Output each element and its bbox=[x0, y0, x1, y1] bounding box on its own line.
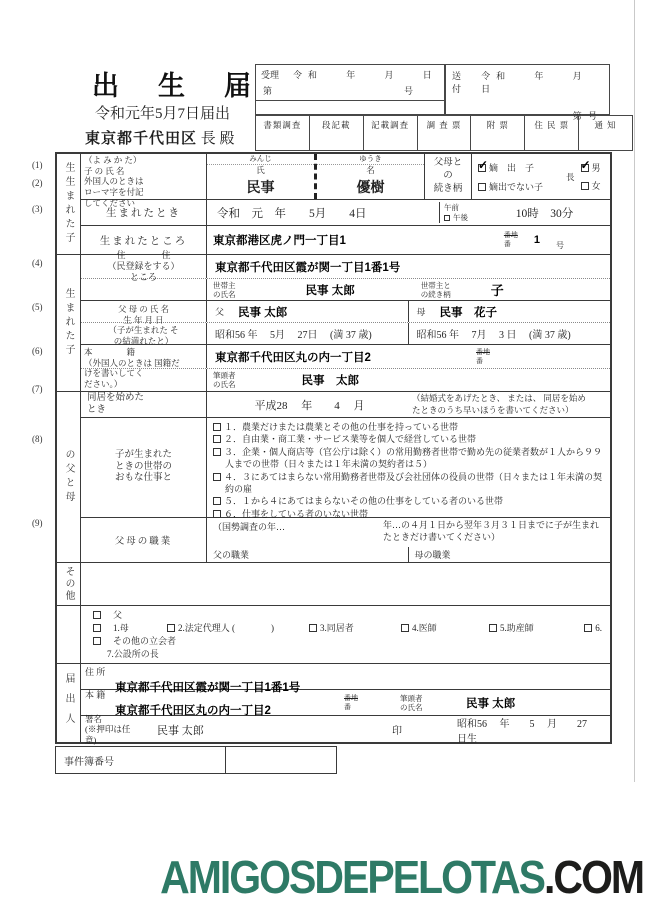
strip-born-child-a: 生生まれた子 bbox=[57, 154, 81, 254]
head-of-register-row bbox=[81, 369, 610, 391]
checkbox-witness-doctor bbox=[401, 624, 409, 632]
strip-witness-empty bbox=[57, 606, 81, 663]
checkbox-male-checked bbox=[581, 164, 589, 172]
processing-columns bbox=[255, 115, 633, 151]
household-head-label: 世帯主 の氏名 bbox=[213, 280, 236, 299]
father-birthdate: 昭和56 年 5月 27日 (満 37 歳) bbox=[207, 323, 409, 344]
witness-options bbox=[81, 606, 610, 663]
col-notice: 通 知 bbox=[594, 120, 617, 130]
legitimate-child-option: ✓嫡 出 子 bbox=[478, 161, 564, 174]
checkbox-legitimate-checked bbox=[478, 164, 486, 172]
mother-occupation-label: 母の職業 bbox=[414, 550, 451, 560]
head-of-register-label: 筆頭者 の氏名 bbox=[213, 371, 236, 389]
strip-born-child-b: 生まれた子 bbox=[57, 255, 81, 391]
form-table bbox=[30, 152, 612, 774]
work-option-2: ２．自由業・商工業・サービス業等を個人で経営している世帯 bbox=[213, 433, 606, 445]
form-title: 出 生 届 bbox=[92, 71, 257, 101]
watermark-green-text: AMIGOSDEPELOTAS bbox=[160, 851, 544, 903]
family-name-furigana: みんじ bbox=[207, 154, 314, 165]
notifier-domicile-label: 本 籍 bbox=[85, 689, 106, 700]
row-number-2: (2) bbox=[32, 178, 43, 188]
recipient-city: 東京都千代田区 bbox=[85, 130, 198, 147]
domicile-banchi-stack: 番地 番 bbox=[476, 347, 490, 365]
child-name-fields bbox=[207, 154, 425, 199]
stamp-empty-box bbox=[255, 100, 445, 115]
child-name-label: （よ み か た） 子 の 氏 名 外国人のときは ローマ字を付記 してください bbox=[81, 154, 207, 199]
signature-label: 署名 (※押印は任 意) bbox=[85, 713, 131, 745]
born-when-row bbox=[81, 200, 610, 226]
notifier-banchi-stack: 番地 番 bbox=[344, 694, 358, 712]
notifier-birthdate: 昭和56 年 5 月 27 日生 bbox=[457, 718, 600, 745]
relation-to-head-label: 世帯主と の続き柄 bbox=[420, 280, 451, 299]
checkbox-witness-other bbox=[93, 637, 101, 645]
notifier-signature-row bbox=[81, 713, 610, 745]
work-option-3: ３．企業・個人商店等（官公庁は除く）の常用勤務者世帯で勤め先の従業者数が１人から９９人までの世帯（日々または１年未満の契約者は５） bbox=[213, 446, 606, 471]
sending-no: 第 号 bbox=[572, 111, 599, 121]
recipient-line bbox=[85, 127, 235, 148]
acceptance-no-prefix: 第 bbox=[263, 86, 273, 96]
work-option-4: ４．３にあてはまらない常用勤務者世帯及び会社団体の役員の世帯（日々または１年未満の契約の雇 bbox=[213, 471, 606, 496]
checkbox-work-6 bbox=[213, 510, 221, 518]
notifier-head-name: 民事 太郎 bbox=[466, 698, 516, 711]
checkbox-witness-mother bbox=[93, 624, 101, 632]
occupation-row bbox=[81, 518, 610, 562]
strip-father-mother: の父と母 bbox=[57, 392, 81, 562]
domicile-label: 本 籍 （外国人のときは 国籍だ けを書いしてく ださい。） bbox=[81, 345, 207, 368]
section-witness bbox=[57, 606, 610, 664]
work-option-1: １．農業だけまたは農業とその他の仕事を持っている世帯 bbox=[213, 421, 606, 433]
father-name-cell: 父 民事 太郎 bbox=[207, 301, 409, 322]
strip-other: その他 bbox=[57, 563, 81, 605]
occupation-note: （国勢調査の年… 年…の４月１日から翌年３月３１日までに子が生まれたときだけ書いてください） bbox=[213, 520, 600, 542]
seal-mark: 印 bbox=[392, 726, 402, 738]
household-work-options bbox=[207, 418, 610, 517]
birth-time-value: 10時 30分 bbox=[515, 207, 574, 220]
domicile-address-value: 東京都千代田区丸の内一丁目2 bbox=[215, 351, 371, 364]
section-notifier bbox=[57, 664, 610, 745]
birth-order-label: 長 bbox=[566, 171, 575, 182]
mother-name-cell: 母 民事 花子 bbox=[409, 301, 611, 322]
witness-agent-option: 2.法定代理人 ( ) bbox=[167, 622, 309, 635]
household-work-row bbox=[81, 418, 610, 518]
birth-date-value: 令和 元 年 5月 4日 bbox=[217, 207, 367, 220]
residence-label: 住 住 （民登録をする） ところ bbox=[81, 255, 207, 278]
birth-place-number: 1 bbox=[533, 234, 540, 246]
am-label: 午前 bbox=[444, 203, 459, 213]
acceptance-label: 受理 bbox=[261, 70, 280, 80]
cohabitation-note: （結婚式をあげたとき、 または、 同居を始め たときのうち早いほうを書いてください） bbox=[412, 393, 586, 415]
checkbox-witness-father bbox=[93, 611, 101, 619]
banchi-ban-stack: 番地 番 bbox=[503, 231, 518, 248]
witness-father-option: 父 bbox=[93, 609, 604, 622]
acceptance-stamp-box bbox=[255, 64, 445, 101]
sending-stamp-box bbox=[445, 64, 611, 121]
household-work-label: 子が生まれた ときの世帯の おもな仕事と bbox=[81, 418, 207, 517]
sending-label: 送付 bbox=[452, 71, 462, 94]
cohabitation-date: 平成28 年 4 月 bbox=[254, 399, 365, 412]
section-child-2 bbox=[57, 249, 610, 392]
father-name: 民事 太郎 bbox=[238, 306, 288, 319]
checkbox-witness-six bbox=[584, 624, 592, 632]
checkbox-witness-agent bbox=[167, 624, 175, 632]
male-option: ✓男 bbox=[581, 161, 601, 174]
signature-value: 民事 太郎 bbox=[157, 724, 204, 737]
notifier-address-label: 住 所 bbox=[85, 667, 106, 678]
witness-midwife-option: 5.助産師 bbox=[489, 622, 584, 635]
notifier-address-value: 東京都千代田区霞が関一丁目1番1号 bbox=[115, 682, 301, 695]
family-name-header: 氏 bbox=[256, 164, 265, 175]
mother-name: 民事 花子 bbox=[439, 306, 498, 319]
other-empty-area bbox=[81, 563, 610, 605]
strip-notifier: 届出人 bbox=[57, 664, 81, 742]
row-number-1: (1) bbox=[32, 160, 43, 170]
row-number-8: (8) bbox=[32, 434, 43, 444]
family-name-value: 民事 bbox=[246, 181, 275, 197]
family-name-column bbox=[207, 154, 314, 199]
parents-birthdates-row bbox=[81, 323, 610, 345]
born-where-label: 生まれたところ bbox=[81, 226, 207, 254]
work-option-6: ６．仕事をしている者のいない世帯 bbox=[213, 508, 606, 520]
scan-page-edge bbox=[634, 0, 635, 782]
checkbox-witness-cohabitant bbox=[309, 624, 317, 632]
site-watermark bbox=[160, 851, 643, 904]
sex-options bbox=[564, 154, 610, 199]
filing-date: 令和元年5月7日届出 bbox=[95, 106, 231, 122]
checkbox-female bbox=[581, 182, 589, 190]
cohabitation-label: 同居を始めた とき bbox=[81, 392, 207, 417]
witness-other-option: その他の立会者 bbox=[93, 635, 604, 648]
sending-date-blanks: 令和 年 月 日 bbox=[481, 71, 611, 94]
birth-place-value: 東京都港区虎ノ門一丁目1 bbox=[213, 235, 346, 247]
section-other bbox=[57, 563, 610, 606]
head-of-register-name: 民事 太郎 bbox=[301, 375, 359, 387]
row-number-6: (6) bbox=[32, 346, 43, 356]
row-number-4: (4) bbox=[32, 258, 43, 268]
household-head-name: 民事 太郎 bbox=[305, 284, 355, 297]
checkbox-work-2 bbox=[213, 435, 221, 443]
witness-cohabitant-option: 3.同居者 bbox=[309, 622, 401, 635]
am-pm-selector bbox=[439, 202, 479, 223]
relation-to-parents-label: 父母と の 続き柄 bbox=[425, 154, 472, 199]
go-label: 号 bbox=[556, 241, 564, 250]
recipient-suffix: 長 殿 bbox=[197, 131, 235, 147]
witness-six-option: 6. bbox=[584, 622, 602, 635]
legitimacy-options bbox=[472, 154, 564, 199]
form-grid bbox=[55, 152, 612, 744]
col-survey-slip: 調 査 票 bbox=[418, 116, 472, 150]
checkbox-witness-midwife bbox=[489, 624, 497, 632]
row-number-7: (7) bbox=[32, 384, 43, 394]
born-when-label: 生まれたとき bbox=[81, 200, 207, 225]
col-entry-check: 記載調査 bbox=[364, 116, 418, 150]
col-attached-slip: 附 票 bbox=[471, 116, 525, 150]
given-name-value: 優樹 bbox=[356, 181, 385, 197]
given-name-column bbox=[314, 154, 424, 199]
non-legitimate-child-option: 嫡出でない子 bbox=[478, 180, 564, 193]
checkbox-work-4 bbox=[213, 473, 221, 481]
given-name-furigana: ゆうき bbox=[317, 154, 424, 165]
residence-address-row bbox=[81, 249, 610, 283]
female-option: 女 bbox=[581, 179, 601, 192]
acceptance-no-suffix: 号 bbox=[403, 86, 413, 96]
relation-to-head-value: 子 bbox=[490, 283, 504, 298]
row-number-9: (9) bbox=[32, 518, 43, 528]
notifier-domicile-value: 東京都千代田区丸の内一丁目2 bbox=[115, 704, 271, 717]
parents-label: 父 母 の 氏 名 生 年 月 日 （子が生まれた そ の結満れたと） bbox=[81, 301, 207, 322]
col-resident-record: 住 民 票 bbox=[525, 116, 579, 150]
acceptance-date-blanks: 令和 年 月 日 bbox=[293, 70, 438, 80]
case-number-box bbox=[55, 746, 337, 774]
occupation-label: 父母の職業 bbox=[81, 518, 207, 562]
col-registry-entry: 段記載 bbox=[310, 116, 364, 150]
mother-birthdate: 昭和56 年 7月 3 日 (満 37 歳) bbox=[416, 330, 571, 341]
section-parents bbox=[57, 392, 610, 563]
notifier-head-label: 筆頭者 の氏名 bbox=[400, 694, 423, 713]
checkbox-work-1 bbox=[213, 423, 221, 431]
given-name-header: 名 bbox=[366, 164, 375, 175]
case-number-value-empty bbox=[226, 747, 336, 773]
checkbox-work-5 bbox=[213, 497, 221, 505]
row-number-5: (5) bbox=[32, 302, 43, 312]
notifier-domicile-row bbox=[81, 690, 610, 716]
section-child bbox=[57, 154, 610, 255]
work-option-5: ５．１から４にあてはまらないその他の仕事をしている者のいる世帯 bbox=[213, 495, 606, 507]
row-number-3: (3) bbox=[32, 204, 43, 214]
checkbox-work-3 bbox=[213, 448, 221, 456]
witness-mother-option: 1.母 bbox=[93, 622, 167, 635]
witness-public-office: 7.公設所の長 bbox=[107, 649, 159, 660]
col-document-check: 書類調査 bbox=[256, 116, 310, 150]
father-occupation-label: 父の職業 bbox=[207, 547, 409, 562]
witness-doctor-option: 4.医師 bbox=[401, 622, 489, 635]
residence-address-value: 東京都千代田区霞が関一丁目1番1号 bbox=[215, 261, 401, 274]
checkbox-non-legitimate bbox=[478, 183, 486, 191]
pm-option: 午後 bbox=[444, 213, 479, 223]
watermark-black-text: .COM bbox=[543, 851, 643, 903]
case-number-label: 事件簿番号 bbox=[56, 747, 226, 773]
household-head-row bbox=[81, 279, 610, 301]
checkbox-pm bbox=[444, 215, 450, 221]
cohabitation-row bbox=[81, 392, 610, 418]
